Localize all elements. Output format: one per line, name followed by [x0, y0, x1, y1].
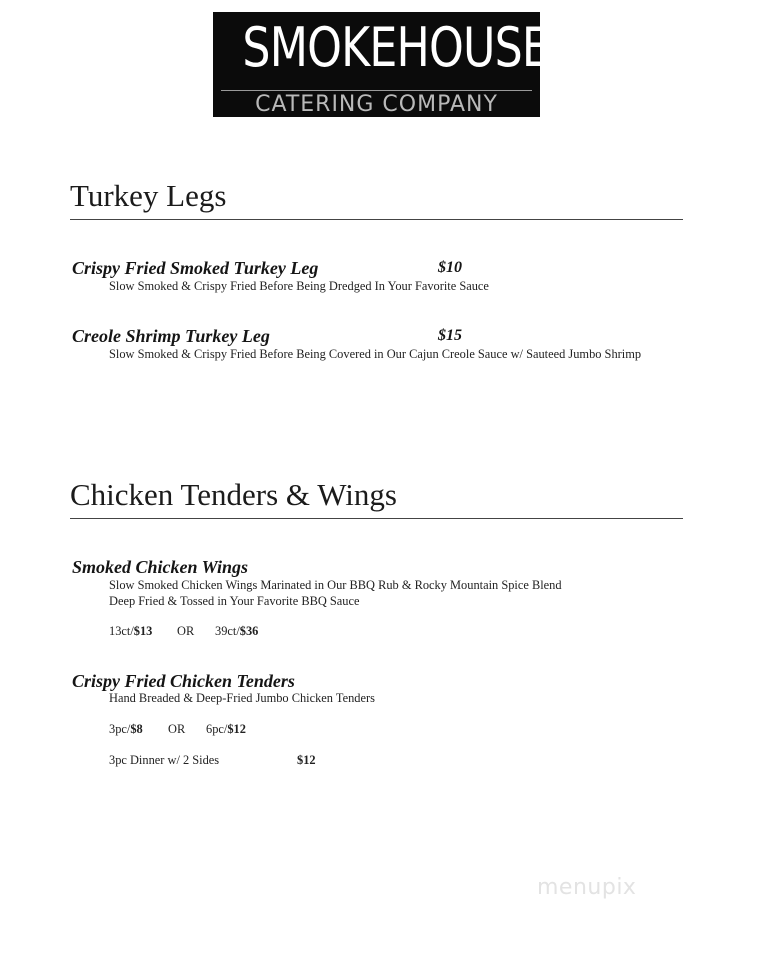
item-price-creole-turkey-leg: $15	[438, 327, 462, 344]
wings-or: OR	[177, 624, 195, 638]
item-desc-chicken-tenders: Hand Breaded & Deep-Fried Jumbo Chicken Tenders	[109, 691, 375, 705]
tenders-dinner-price	[297, 753, 316, 768]
menupix-watermark: menupix	[537, 875, 637, 900]
section-divider	[70, 518, 683, 519]
option-price: $13	[133, 624, 153, 638]
option-price: $36	[239, 624, 259, 638]
item-desc-crispy-turkey-leg: Slow Smoked & Crispy Fried Before Being Dredged In Your Favorite Sauce	[109, 279, 489, 293]
item-name-crispy-turkey-leg: Crispy Fried Smoked Turkey Leg	[72, 258, 319, 278]
option-price: $12	[297, 753, 316, 767]
wings-option-13ct	[109, 624, 152, 639]
item-desc-smoked-wings-line2: Deep Fried & Tossed in Your Favorite BBQ Sauce	[109, 594, 360, 608]
tenders-dinner-label: 3pc Dinner w/ 2 Sides	[109, 753, 220, 767]
item-name-chicken-tenders: Crispy Fried Chicken Tenders	[72, 671, 295, 691]
item-desc-creole-turkey-leg: Slow Smoked & Crispy Fried Before Being Covered in Our Cajun Creole Sauce w/ Sauteed Jumbo Shrimp	[109, 347, 642, 361]
wings-option-39ct	[215, 624, 258, 639]
option-label: 3pc/	[109, 722, 131, 736]
option-label: 6pc/	[206, 722, 228, 736]
option-price: $12	[227, 722, 246, 736]
section-title-turkey-legs: Turkey Legs	[70, 178, 227, 213]
option-price: $8	[130, 722, 143, 736]
option-label: 39ct/	[215, 624, 240, 638]
logo-divider	[221, 90, 532, 91]
section-title-chicken: Chicken Tenders & Wings	[70, 477, 397, 512]
tenders-or: OR	[168, 722, 186, 736]
tenders-option-3pc	[109, 722, 143, 737]
logo-title: SMOKEHOUSE	[242, 16, 550, 79]
option-label: 13ct/	[109, 624, 134, 638]
item-desc-smoked-wings-line1: Slow Smoked Chicken Wings Marinated in Our BBQ Rub & Rocky Mountain Spice Blend	[109, 578, 562, 592]
tenders-option-6pc	[206, 722, 246, 737]
smokehouse-logo	[213, 12, 550, 117]
logo-subtitle: CATERING COMPANY	[255, 92, 498, 117]
item-name-creole-turkey-leg: Creole Shrimp Turkey Leg	[72, 326, 270, 346]
section-divider	[70, 219, 683, 220]
item-name-smoked-wings: Smoked Chicken Wings	[72, 557, 249, 577]
item-price-crispy-turkey-leg: $10	[438, 259, 462, 276]
